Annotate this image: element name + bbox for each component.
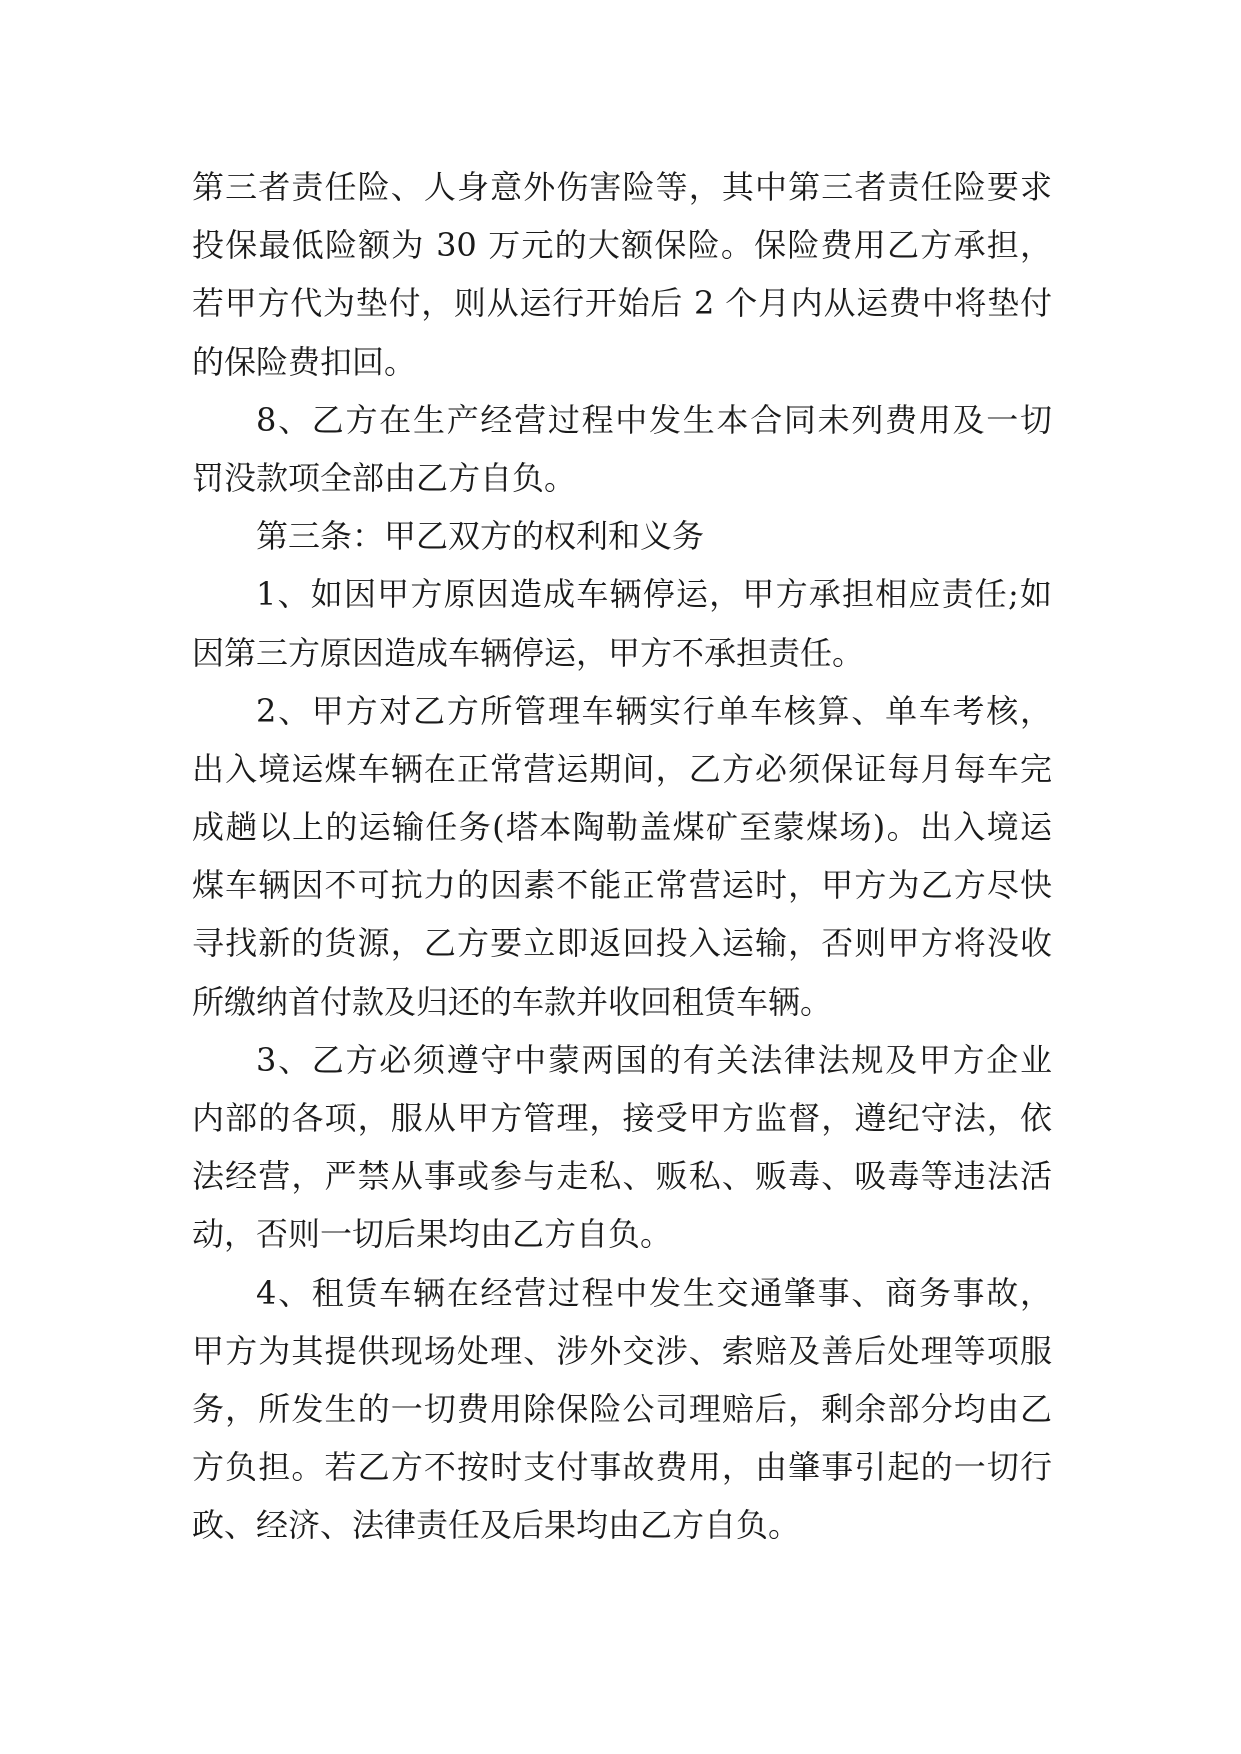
text-line: 因第三方原因造成车辆停运，甲方不承担责任。 <box>192 633 865 672</box>
document-body <box>192 158 1052 1555</box>
text-line: 2、甲方对乙方所管理车辆实行单车核算、单车考核， <box>256 691 1052 730</box>
text-line: 8、乙方在生产经营过程中发生本合同未列费用及一切 <box>256 400 1052 439</box>
text-line: 成趟以上的运输任务(塔本陶勒盖煤矿至蒙煤场)。出入境运 <box>192 808 1052 847</box>
section-heading-article-3 <box>192 507 1052 565</box>
text-line: 1、如因甲方原因造成车辆停运，甲方承担相应责任;如 <box>256 575 1052 614</box>
paragraph-article-3-item-1 <box>192 565 1052 681</box>
text-line: 法经营，严禁从事或参与走私、贩私、贩毒、吸毒等违法活 <box>192 1157 1052 1196</box>
text-line: 4、租赁车辆在经营过程中发生交通肇事、商务事故， <box>256 1273 1052 1312</box>
text-line: 务，所发生的一切费用除保险公司理赔后，剩余部分均由乙 <box>192 1389 1052 1428</box>
text-line: 方负担。若乙方不按时支付事故费用，由肇事引起的一切行 <box>192 1448 1052 1487</box>
text-line: 寻找新的货源，乙方要立即返回投入运输，否则甲方将没收 <box>192 924 1052 963</box>
text-line: 内部的各项，服从甲方管理，接受甲方监督，遵纪守法，依 <box>192 1099 1052 1137</box>
paragraph-article-3-item-2 <box>192 682 1052 1031</box>
text-line: 甲方为其提供现场处理、涉外交涉、索赔及善后处理等项服 <box>192 1331 1052 1370</box>
paragraph-article-3-item-3 <box>192 1031 1052 1264</box>
text-line: 动，否则一切后果均由乙方自负。 <box>192 1215 673 1254</box>
text-line: 政、经济、法律责任及后果均由乙方自负。 <box>192 1506 801 1545</box>
section-heading: 第三条：甲乙双方的权利和义务 <box>256 517 705 556</box>
text-line: 出入境运煤车辆在正常营运期间，乙方必须保证每月每车完 <box>192 749 1052 788</box>
text-line: 第三者责任险、人身意外伤害险等，其中第三者责任险要求 <box>192 168 1052 206</box>
text-line: 若甲方代为垫付，则从运行开始后 2 个月内从运费中将垫付 <box>192 284 1052 323</box>
paragraph-article-3-item-4 <box>192 1264 1052 1555</box>
text-line: 的保险费扣回。 <box>192 342 417 381</box>
paragraph-insurance-continuation <box>192 158 1052 391</box>
paragraph-clause-item-8 <box>192 391 1052 507</box>
text-line: 3、乙方必须遵守中蒙两国的有关法律法规及甲方企业 <box>256 1040 1052 1079</box>
text-line: 罚没款项全部由乙方自负。 <box>192 458 577 497</box>
text-line: 所缴纳首付款及归还的车款并收回租赁车辆。 <box>192 982 833 1021</box>
text-line: 煤车辆因不可抗力的因素不能正常营运时，甲方为乙方尽快 <box>192 866 1052 905</box>
text-line: 投保最低险额为 30 万元的大额保险。保险费用乙方承担， <box>192 226 1052 265</box>
